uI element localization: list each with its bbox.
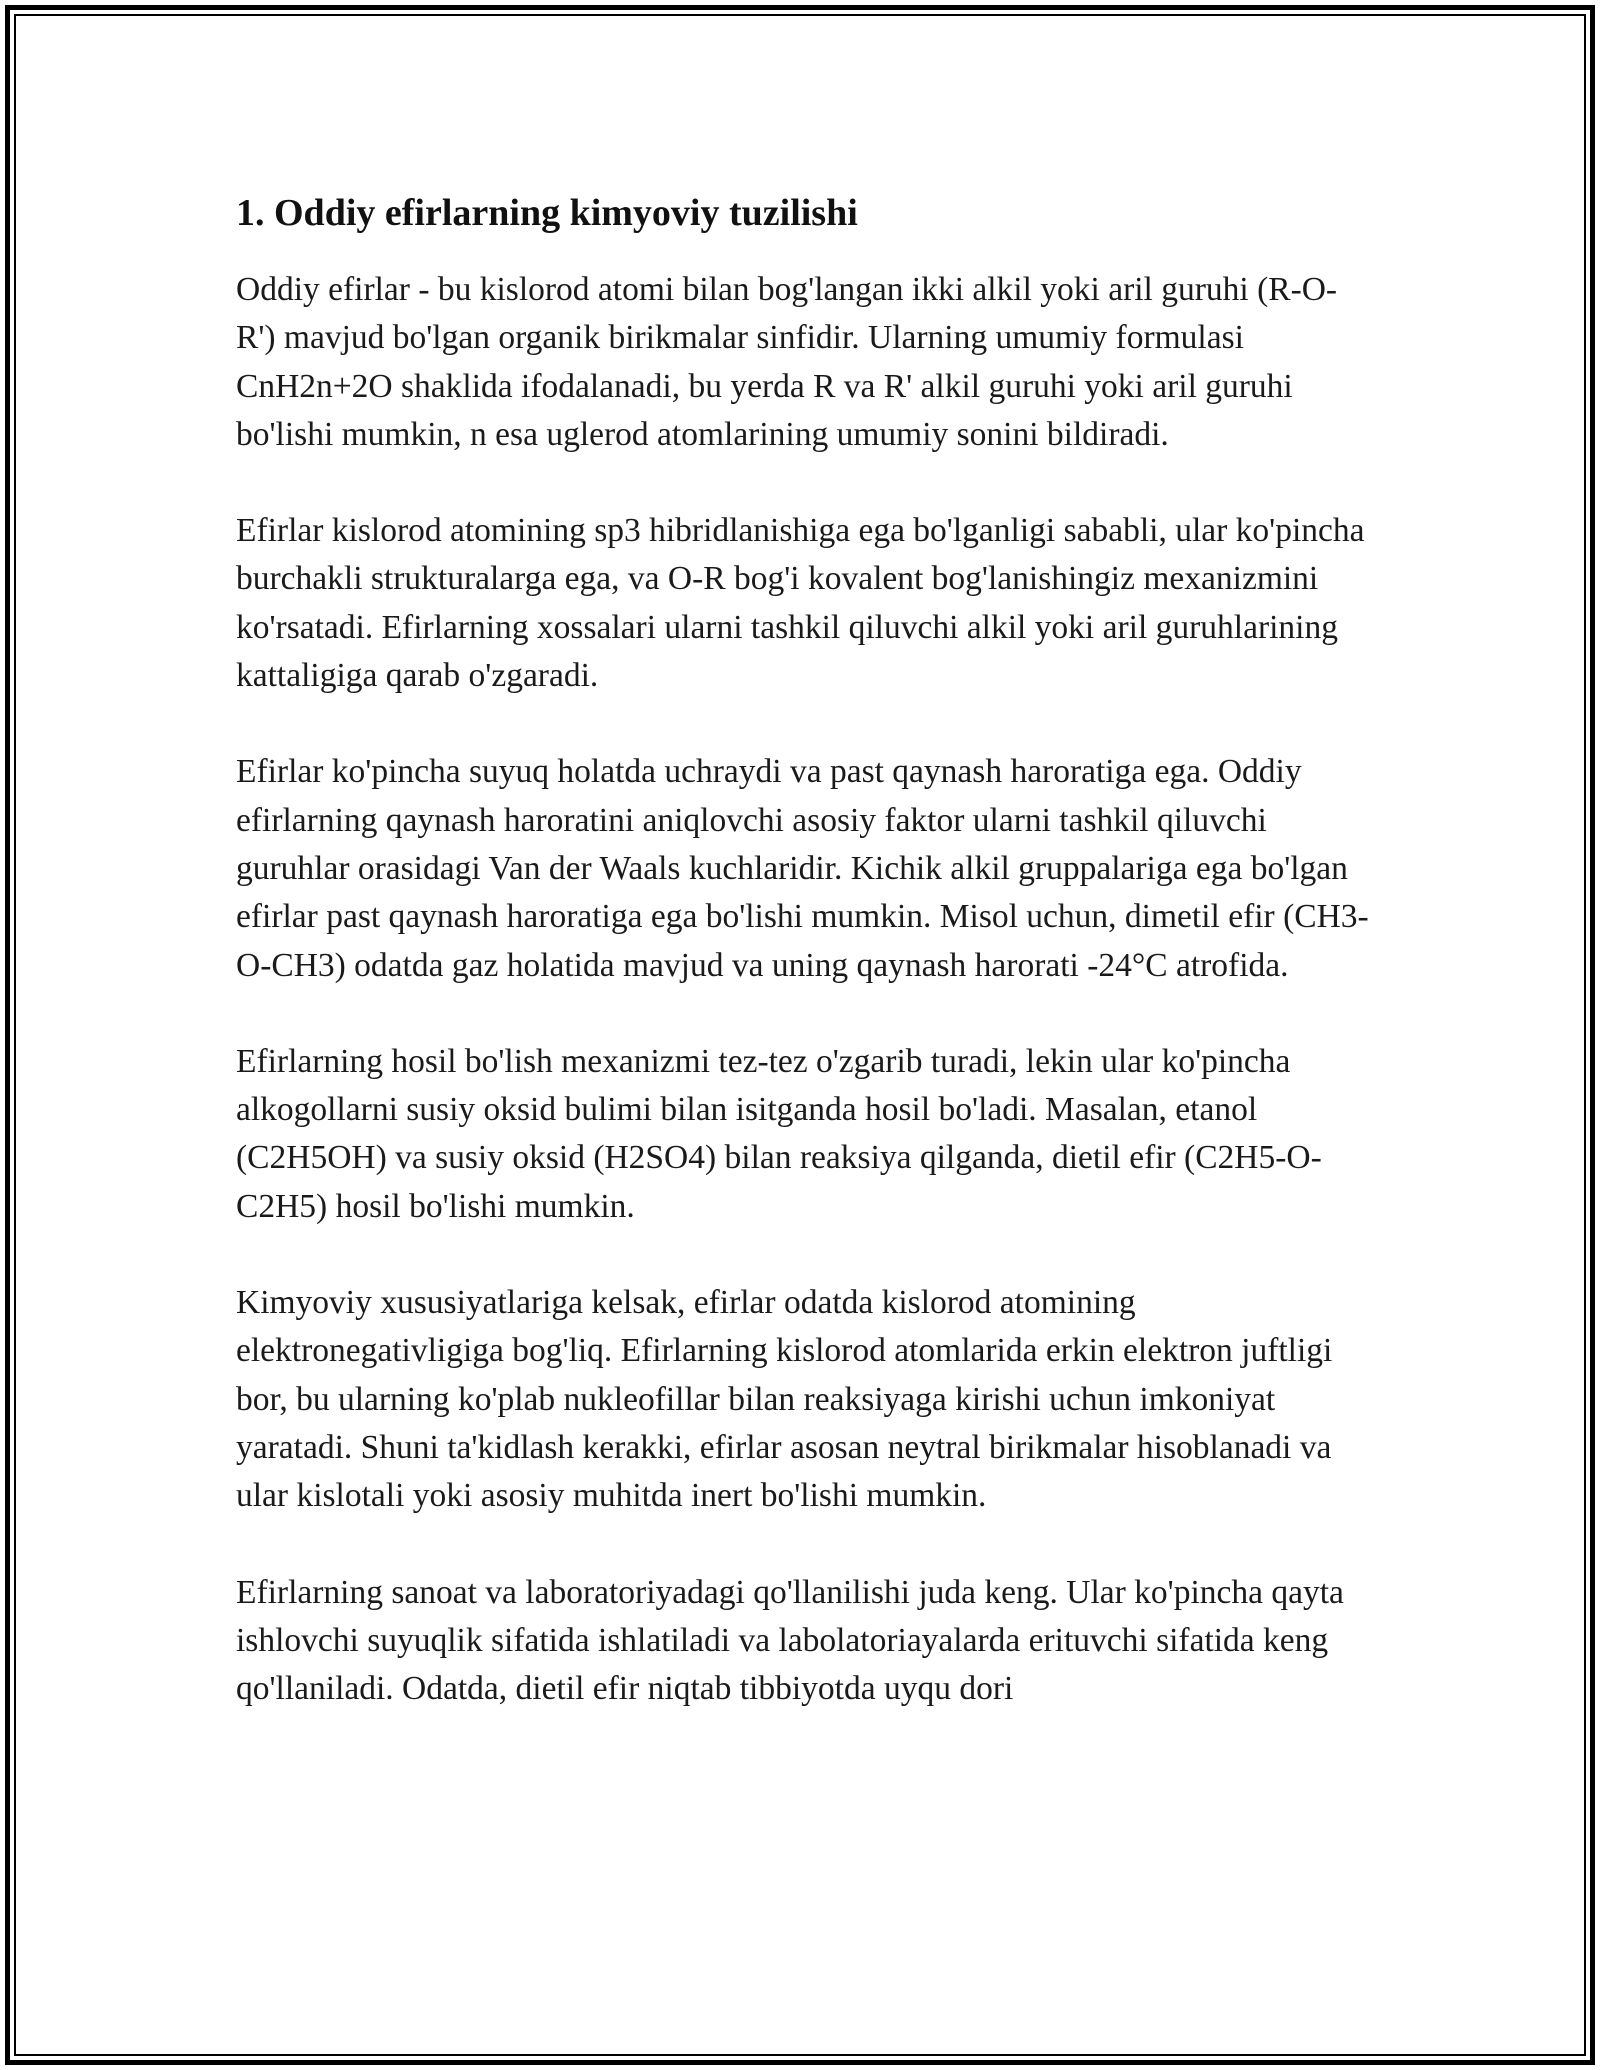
- paragraph-applications: Efirlarning sanoat va laboratoriyadagi qo'llanilishi juda keng. Ular ko'pincha qayta ishlovchi suyuqlik sifatida ishlatiladi va labolatoriayalarda erituvchi sifatida keng qo'llaniladi. Odatda, dietil efir niqtab tibbiyotda uyqu dori: [236, 1573, 1344, 1708]
- paragraph-formation: Efirlarning hosil bo'lish mexanizmi tez-tez o'zgarib turadi, lekin ular ko'pincha alkogollarni susiy oksid bulimi bilan isitganda hosil bo'ladi. Masalan, etanol (C2H5OH) va susiy oksid (H2SO4) bilan reaksiya qilganda, dietil efir (C2H5-O-C2H5) hosil bo'lishi mumkin.: [236, 1042, 1322, 1225]
- paragraph-chemical-properties: Kimyoviy xususiyatlariga kelsak, efirlar odatda kislorod atomining elektronegativligiga bog'liq. Efirlarning kislorod atomlarida erkin elektron juftligi bor, bu ularning ko'plab nukleofillar bilan reaksiyaga kirishi uchun imkoniyat yaratadi. Shuni ta'kidlash kerakki, efirlar asosan neytral birikmalar hisoblanadi va ular kislotali yoki asosiy muhitda inert bo'lishi mumkin.: [236, 1284, 1333, 1515]
- paragraph-definition: Oddiy efirlar - bu kislorod atomi bilan bog'langan ikki alkil yoki aril guruhi (R-O-R') mavjud bo'lgan organik birikmalar sinfidir. Ularning umumiy formulasi CnH2n+2O shaklida ifodalanadi, bu yerda R va R' alkil guruhi yoki aril guruhi bo'lishi mumkin, n esa uglerod atomlarining umumiy sonini bildiradi.: [236, 271, 1338, 453]
- document-body: [236, 180, 1376, 1761]
- paragraph-boiling-point: Efirlar ko'pincha suyuq holatda uchraydi va past qaynash haroratiga ega. Oddiy efirlarning qaynash haroratini aniqlovchi asosiy faktor ularni tashkil qiluvchi guruhlar orasidagi Van der Waals kuchlaridir. Kichik alkil gruppalariga ega bo'lgan efirlar past qaynash haroratiga ega bo'lishi mumkin. Misol uchun, dimetil efir (CH3-O-CH3) odatda gaz holatida mavjud va uning qaynash harorati -24°C atrofida.: [236, 753, 1369, 984]
- paragraph-structure: Efirlar kislorod atomining sp3 hibridlanishiga ega bo'lganligi sababli, ular ko'pincha burchakli strukturalarga ega, va O-R bog'i kovalent bog'lanishingiz mexanizmini ko'rsatadi. Efirlarning xossalari ularni tashkil qiluvchi alkil yoki aril guruhlarining kattaligiga qarab o'zgaradi.: [236, 512, 1365, 695]
- section-title: 1. Oddiy efirlarning kimyoviy tuzilishi: [236, 192, 858, 234]
